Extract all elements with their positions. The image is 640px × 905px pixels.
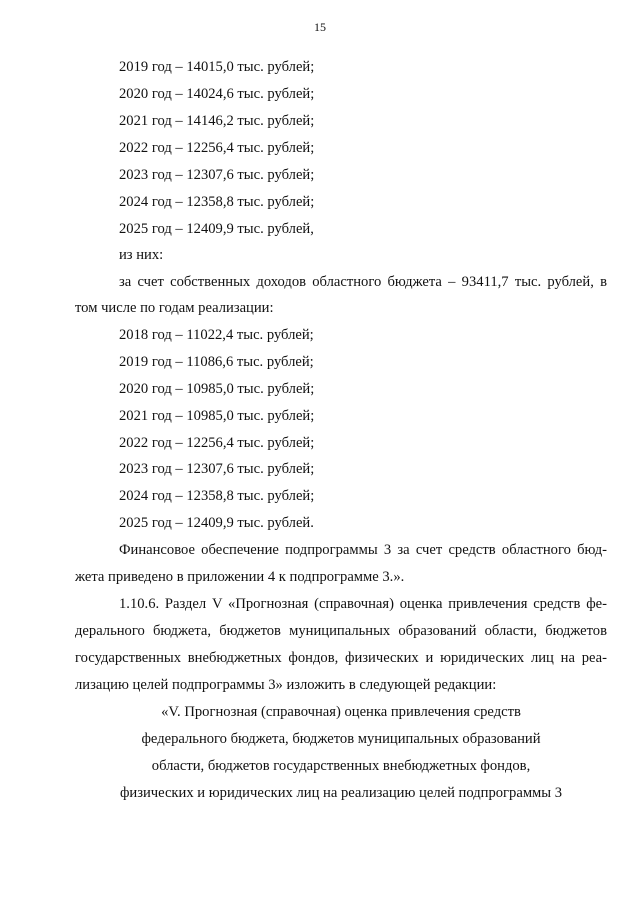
heading-line: области, бюджетов государственных внебюджетных фондов, xyxy=(151,758,531,774)
list2-item: 2022 год – 12256,4 тыс. рублей; xyxy=(119,435,315,451)
list1-item: 2021 год – 14146,2 тыс. рублей; xyxy=(119,113,315,129)
section-line: государственных внебюджетных фондов, физических и юридических лиц на реа- xyxy=(75,650,607,666)
heading-line: федерального бюджета, бюджетов муниципальных образований xyxy=(141,731,541,747)
list2-item: 2018 год – 11022,4 тыс. рублей; xyxy=(119,327,314,343)
list1-item: 2023 год – 12307,6 тыс. рублей; xyxy=(119,167,315,183)
section-line: лизацию целей подпрограммы 3» изложить в следующей редакции: xyxy=(75,677,497,693)
heading-line: «V. Прогнозная (справочная) оценка привлечения средств xyxy=(161,704,521,720)
financing-line: Финансовое обеспечение подпрограммы 3 за счет средств областного бюд- xyxy=(119,542,607,558)
heading-line: физических и юридических лиц на реализацию целей подпрограммы 3 xyxy=(119,785,563,801)
iz-nih-text: из них: xyxy=(119,247,164,263)
own-income-line: том числе по годам реализации: xyxy=(75,300,274,316)
list1-item: 2025 год – 12409,9 тыс. рублей, xyxy=(119,221,314,237)
financing-line: жета приведено в приложении 4 к подпрограмме 3.». xyxy=(75,569,405,585)
section-line: 1.10.6. Раздел V «Прогнозная (справочная) оценка привлечения средств фе- xyxy=(119,596,607,612)
list1-item: 2024 год – 12358,8 тыс. рублей; xyxy=(119,194,315,210)
list1-item: 2019 год – 14015,0 тыс. рублей; xyxy=(119,59,315,75)
list1-item: 2022 год – 12256,4 тыс. рублей; xyxy=(119,140,315,156)
section-line: дерального бюджета, бюджетов муниципальных образований области, бюджетов xyxy=(75,623,607,639)
list2-item: 2025 год – 12409,9 тыс. рублей. xyxy=(119,515,314,531)
list2-item: 2020 год – 10985,0 тыс. рублей; xyxy=(119,381,315,397)
list2-item: 2019 год – 11086,6 тыс. рублей; xyxy=(119,354,314,370)
list2-item: 2021 год – 10985,0 тыс. рублей; xyxy=(119,408,315,424)
page-number: 15 xyxy=(314,20,326,34)
list1-item: 2020 год – 14024,6 тыс. рублей; xyxy=(119,86,315,102)
list2-item: 2024 год – 12358,8 тыс. рублей; xyxy=(119,488,315,504)
own-income-line: за счет собственных доходов областного бюджета – 93411,7 тыс. рублей, в xyxy=(119,274,607,290)
list2-item: 2023 год – 12307,6 тыс. рублей; xyxy=(119,461,315,477)
